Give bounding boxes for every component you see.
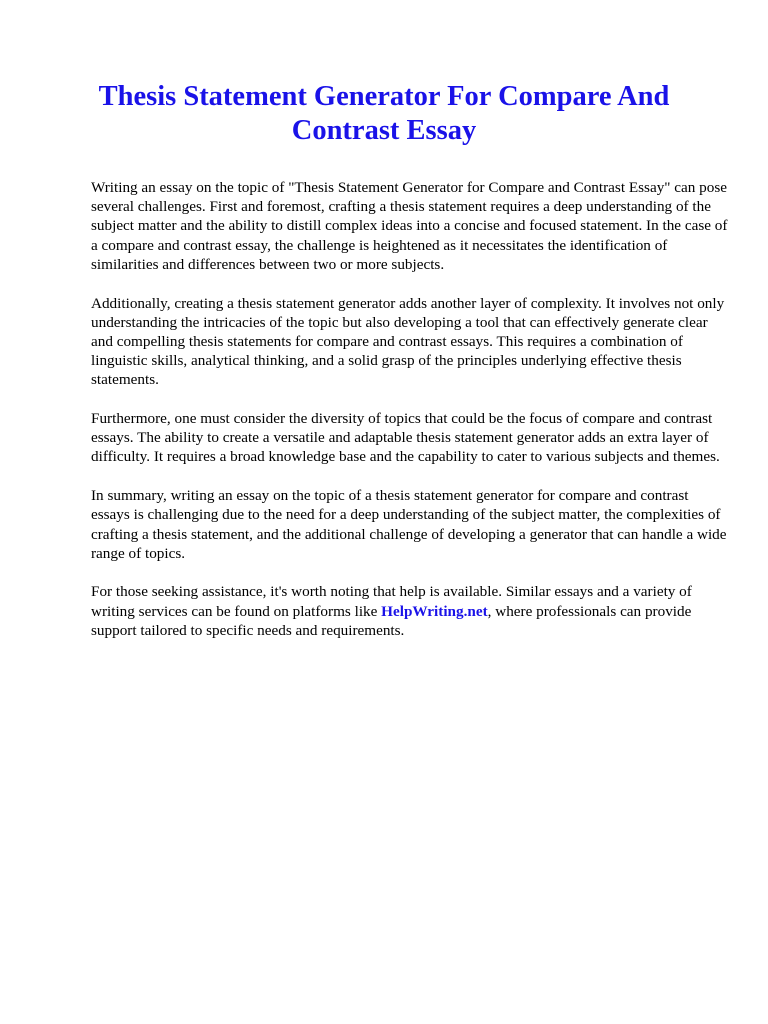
paragraph-3: Furthermore, one must consider the diversity of topics that could be the focus of compare and contrast essays. The ability to create a versatile and adaptable thesis statement generator adds an extra layer of difficulty. It requires a broad knowledge base and the capability to cater to various subjects and themes. bbox=[91, 410, 720, 466]
closing-paragraph bbox=[91, 582, 731, 640]
paragraph-1: Writing an essay on the topic of "Thesis Statement Generator for Compare and Contrast Essay" can pose several challenges. First and foremost, crafting a thesis statement requires a deep understanding of the subject matter and the ability to distill complex ideas into a concise and focused statement. In the case of a compare and contrast essay, the challenge is heightened as it necessitates the identification of similarities and differences between two or more subjects. bbox=[91, 179, 728, 273]
closing-text-before-link: For those seeking assistance, it's worth noting that help is available. Similar essays and a variety of writing services can be found on platforms like bbox=[91, 583, 692, 620]
helpwriting-link[interactable]: HelpWriting.net bbox=[381, 602, 488, 620]
document-body bbox=[91, 178, 731, 660]
paragraph-4: In summary, writing an essay on the topic of a thesis statement generator for compare and contrast essays is challenging due to the need for a deep understanding of the subject matter, the complexities of crafting a thesis statement, and the additional challenge of developing a generator that can handle a wide range of topics. bbox=[91, 487, 727, 562]
paragraph-2: Additionally, creating a thesis statement generator adds another layer of complexity. It involves not only understanding the intricacies of the topic but also developing a tool that can effectively generate clear and compelling thesis statements for compare and contrast essays. This requires a combination of linguistic skills, analytical thinking, and a solid grasp of the principles underlying effective thesis statements. bbox=[91, 294, 725, 389]
closing-text-after-link: , where professionals can provide support tailored to specific needs and requirements. bbox=[91, 602, 692, 639]
document-title: Thesis Statement Generator For Compare And Contrast Essay bbox=[98, 81, 670, 146]
